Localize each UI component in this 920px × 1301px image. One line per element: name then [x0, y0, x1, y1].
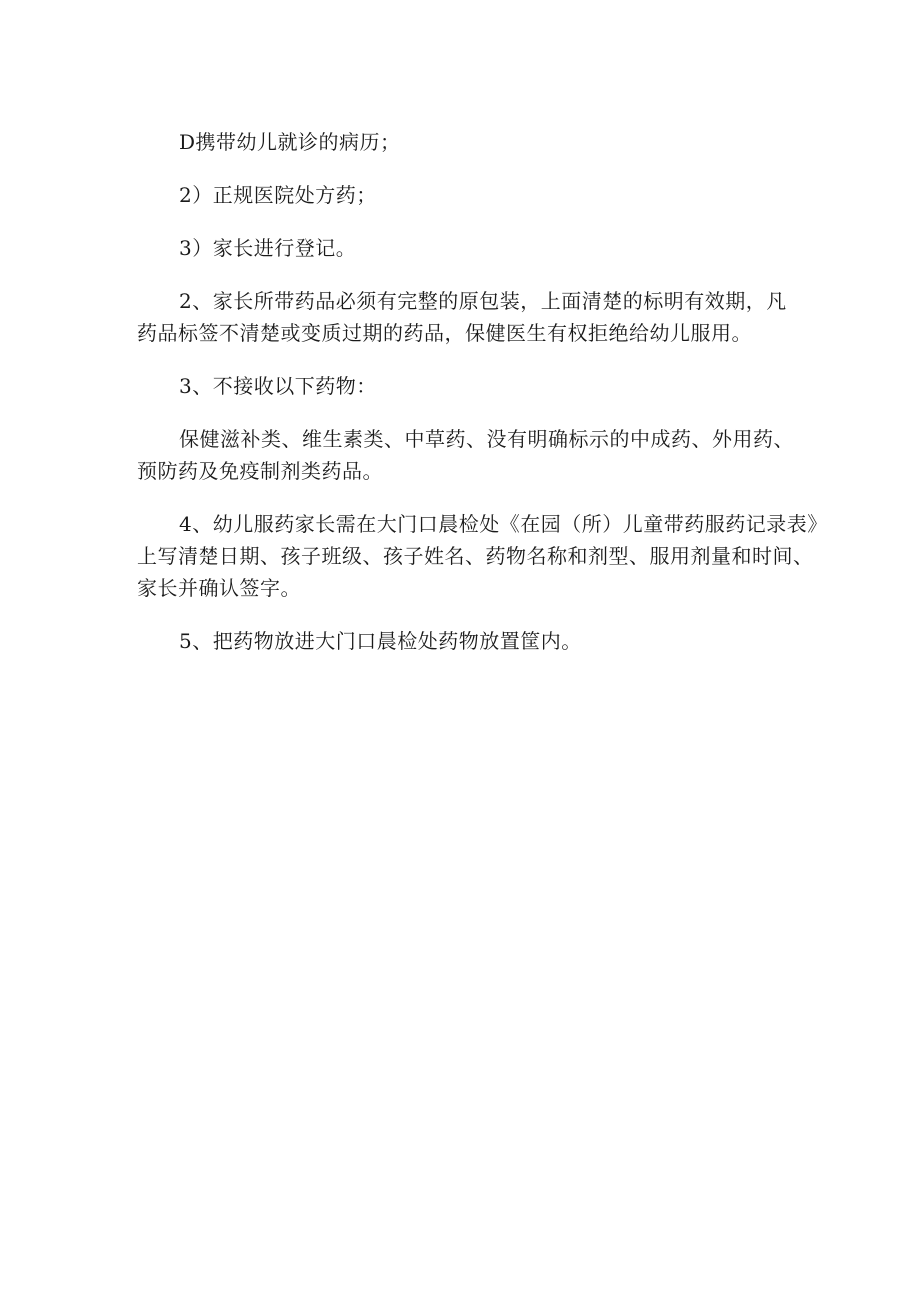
- paragraph-packaging: [137, 285, 817, 349]
- text-line: 2）正规医院处方药；: [179, 183, 377, 207]
- text-line: 5、把药物放进大门口晨检处药物放置筐内。: [179, 629, 582, 653]
- text-line: 上写清楚日期、孩子班级、孩子姓名、药物名称和剂型、服用剂量和时间、: [137, 544, 814, 568]
- paragraph-prescription: [137, 179, 817, 211]
- paragraph-registration: [137, 232, 817, 264]
- paragraph-record-form: [137, 508, 828, 604]
- document-body: [137, 126, 828, 678]
- paragraph-not-accepted-list: [137, 423, 817, 487]
- paragraph-not-accepted-heading: [137, 370, 817, 402]
- text-line: 保健滋补类、维生素类、中草药、没有明确标示的中成药、外用药、: [179, 427, 794, 451]
- paragraph-drop-off: [137, 625, 817, 657]
- text-line: 家长并确认签字。: [137, 576, 301, 600]
- text-line: 预防药及免疫制剂类药品。: [137, 459, 383, 483]
- text-line: 4、幼儿服药家长需在大门口晨检处《在园（所）儿童带药服药记录表》: [179, 512, 828, 536]
- text-line: D携带幼儿就诊的病历；: [179, 130, 401, 154]
- text-line: 3）家长进行登记。: [179, 236, 357, 260]
- text-line: 3、不接收以下药物：: [179, 374, 377, 398]
- text-line: 2、家长所带药品必须有完整的原包装，上面清楚的标明有效期，凡: [179, 289, 787, 313]
- paragraph-medical-record: [137, 126, 817, 158]
- text-line: 药品标签不清楚或变质过期的药品，保健医生有权拒绝给幼儿服用。: [137, 321, 752, 345]
